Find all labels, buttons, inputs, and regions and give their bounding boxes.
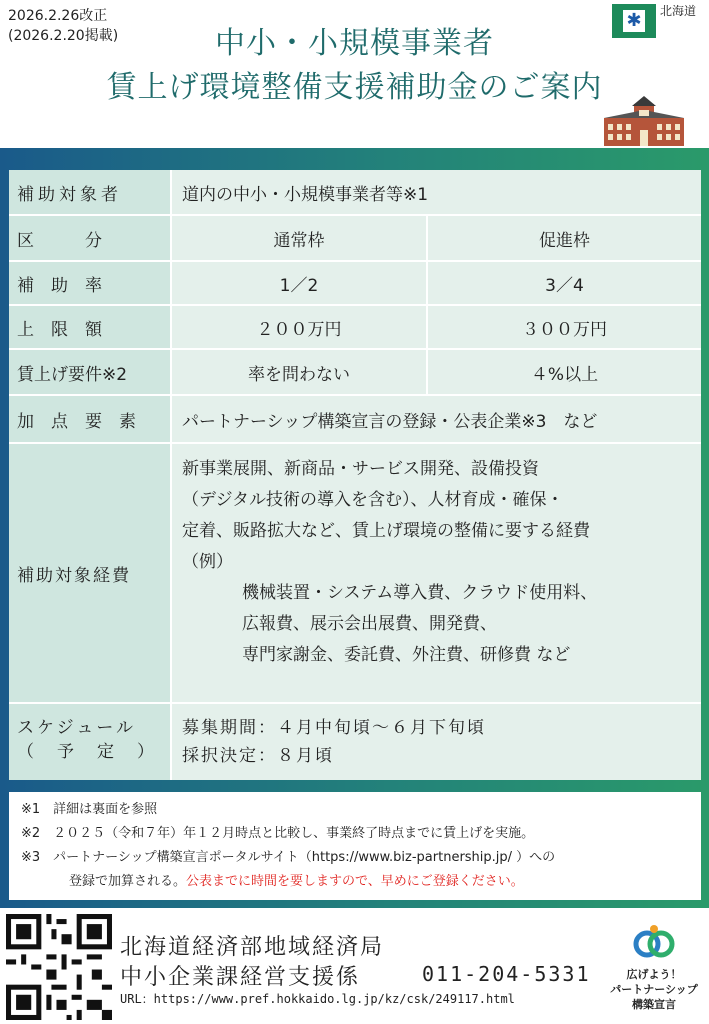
expense-example: 専門家謝金、委託費、外注費、研修費 など <box>242 645 571 665</box>
row-schedule <box>9 704 701 780</box>
value-target: 道内の中小・小規模事業者等※1 <box>172 170 701 214</box>
row-limit <box>9 306 701 350</box>
row-category <box>9 216 701 262</box>
expense-line: 新事業展開、新商品・サービス開発、設備投資 <box>182 459 539 479</box>
expense-example: 機械装置・システム導入費、クラウド使用料、 <box>242 583 598 603</box>
label-expenses: 補助対象経費 <box>9 444 172 702</box>
expense-line: 定着、販路拡大など、賃上げ環境の整備に要する経費 <box>182 521 590 541</box>
info-table <box>9 170 701 780</box>
row-bonus <box>9 396 701 444</box>
value-expenses <box>172 444 701 702</box>
value-category-b: 促進枠 <box>428 216 701 260</box>
schedule-recruit: 募集期間：４月中旬頃～６月下旬頃 <box>182 718 486 738</box>
partnership-text-2: パートナーシップ <box>610 983 698 996</box>
phone-number[interactable]: 011-204-5331 <box>422 962 591 986</box>
row-expenses <box>9 444 701 704</box>
row-target <box>9 170 701 216</box>
value-schedule <box>172 704 701 780</box>
building-icon <box>604 96 684 146</box>
partnership-text-3: 構築宣言 <box>632 998 676 1011</box>
label-rate: 補 助 率 <box>9 262 172 304</box>
partnership-logo <box>604 922 704 1011</box>
value-category-a: 通常枠 <box>172 216 428 260</box>
org-section: 中小企業課経営支援係 <box>120 965 361 990</box>
schedule-label-sub: （ 予 定 ） <box>17 742 157 762</box>
expense-example: 広報費、展示会出展費、開発費、 <box>242 614 497 634</box>
value-limit-a: ２００万円 <box>172 306 428 348</box>
value-limit-b: ３００万円 <box>428 306 701 348</box>
label-bonus: 加 点 要 素 <box>9 396 172 442</box>
note-3-text: 登録で加算される。 <box>69 874 187 889</box>
value-wage-b: ４%以上 <box>428 350 701 394</box>
value-bonus: パートナーシップ構築宣言の登録・公表企業※3 など <box>172 396 701 442</box>
footer <box>0 908 709 1024</box>
posted-date: (2026.2.20掲載) <box>8 28 119 44</box>
expense-line: （例） <box>182 552 233 572</box>
value-rate-b: 3／4 <box>428 262 701 304</box>
partnership-logo-icon <box>629 922 679 962</box>
partnership-text-1: 広げよう！ <box>626 968 682 981</box>
header <box>0 0 709 150</box>
value-rate-a: 1／2 <box>172 262 428 304</box>
label-wage: 賃上げ要件※2 <box>9 350 172 394</box>
label-category: 区 分 <box>9 216 172 260</box>
url-link[interactable]: URL：https://www.pref.hokkaido.lg.jp/kz/csk/249117.html <box>120 992 515 1006</box>
row-rate <box>9 262 701 306</box>
qr-code-icon[interactable] <box>6 914 112 1020</box>
schedule-decision: 採択決定：８月頃 <box>182 746 334 766</box>
revision-date: 2026.2.26改正 <box>8 8 108 24</box>
title-line1: 中小・小規模事業者 <box>215 26 494 61</box>
note-3-warning: 公表までに時間を要しますので、早めにご登録ください。 <box>186 874 524 889</box>
row-wage <box>9 350 701 396</box>
label-limit: 上 限 額 <box>9 306 172 348</box>
title-line2: 賃上げ環境整備支援補助金のご案内 <box>106 70 603 105</box>
hokkaido-flag-icon: ✱ <box>612 4 656 38</box>
prefecture-label: 北海道 <box>660 4 697 18</box>
notes <box>9 792 701 900</box>
label-schedule <box>9 704 172 780</box>
value-wage-a: 率を問わない <box>172 350 428 394</box>
note-1: ※1 詳細は裏面を参照 <box>21 802 158 817</box>
expense-line: （デジタル技術の導入を含む）、人材育成・確保・ <box>182 490 564 510</box>
org-name: 北海道経済部地域経済局 <box>120 935 385 960</box>
note-2: ※2 ２０２５（令和７年）年１２月時点と比較し、事業終了時点までに賃上げを実施。 <box>21 826 535 841</box>
note-3-cont <box>21 870 689 894</box>
note-3: ※3 パートナーシップ構築宣言ポータルサイト（https://www.biz-partnership.jp/ ）への <box>21 850 556 865</box>
label-target: 補助対象者 <box>9 170 172 214</box>
schedule-label: スケジュール <box>17 718 136 738</box>
